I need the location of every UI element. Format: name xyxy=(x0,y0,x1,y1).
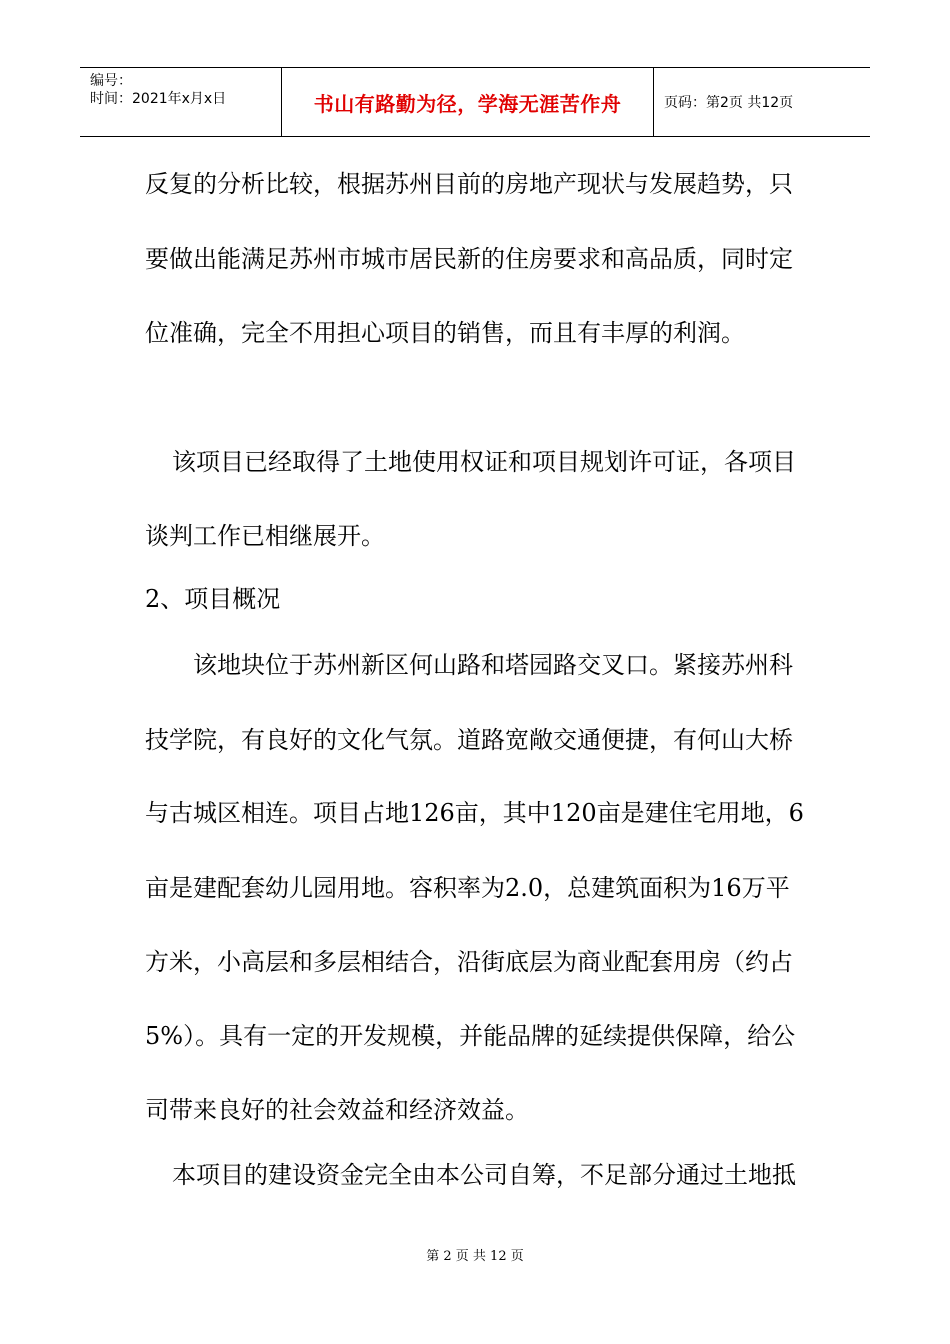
page-footer: 第 2 页 共 12 页 xyxy=(426,1249,524,1264)
header-motto: 书山有路勤为径，学海无涯苦作舟 xyxy=(313,91,622,116)
body-line: 亩是建配套幼儿园用地。容积率为2.0，总建筑面积为16万平 xyxy=(145,874,790,902)
page-header xyxy=(80,67,870,137)
document-number: 编号： xyxy=(90,73,132,89)
body-line: 谈判工作已相继展开。 xyxy=(145,522,385,550)
body-line: 司带来良好的社会效益和经济效益。 xyxy=(145,1096,529,1124)
header-page-number: 页码：第2页 共12页 xyxy=(664,95,794,111)
paragraph-first-line: 该地块位于苏州新区何山路和塔园路交叉口。紧接苏州科 xyxy=(193,651,793,679)
header-page-cell xyxy=(654,68,870,136)
body-line: 技学院，有良好的文化气氛。道路宽敞交通便捷，有何山大桥 xyxy=(145,726,793,754)
body-line: 与古城区相连。项目占地126亩，其中120亩是建住宅用地，6 xyxy=(145,799,804,827)
paragraph-first-line: 本项目的建设资金完全由本公司自筹，不足部分通过土地抵 xyxy=(172,1161,796,1189)
body-line: 方米，小高层和多层相结合，沿街底层为商业配套用房（约占 xyxy=(145,948,793,976)
paragraph-first-line: 该项目已经取得了土地使用权证和项目规划许可证，各项目 xyxy=(172,448,796,476)
section-heading: 2、项目概况 xyxy=(145,585,281,613)
body-line: 位准确，完全不用担心项目的销售，而且有丰厚的利润。 xyxy=(145,319,745,347)
header-meta xyxy=(80,68,282,136)
body-line: 反复的分析比较，根据苏州目前的房地产现状与发展趋势，只 xyxy=(145,170,793,198)
header-motto-cell xyxy=(282,68,654,136)
body-line: 要做出能满足苏州市城市居民新的住房要求和高品质，同时定 xyxy=(145,245,793,273)
body-line: 5%）。具有一定的开发规模，并能品牌的延续提供保障，给公 xyxy=(145,1022,796,1050)
document-date: 时间：2021年x月x日 xyxy=(90,91,227,107)
